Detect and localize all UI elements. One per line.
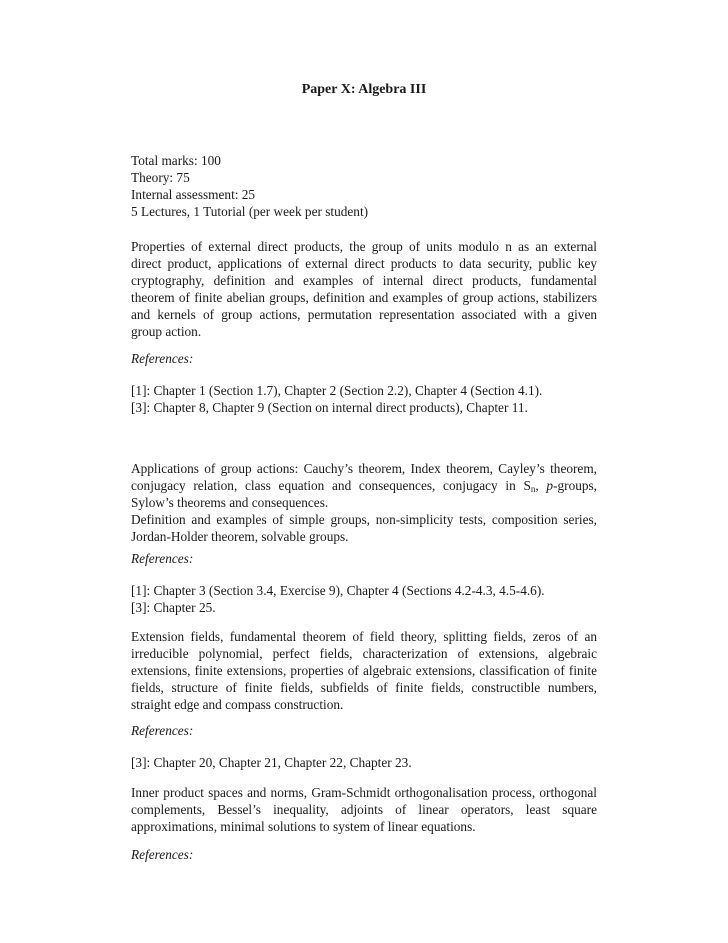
internal-assessment: Internal assessment: 25 <box>131 187 256 202</box>
total-marks: Total marks: 100 <box>131 153 221 168</box>
text-line: direct product, applications of external direct products to data security, public key <box>131 256 597 271</box>
references-list <box>131 382 597 416</box>
reference-item: [3]: Chapter 20, Chapter 21, Chapter 22, Chapter 23. <box>131 755 412 770</box>
text-line: Definition and examples of simple groups, non-simplicity tests, composition series, <box>131 512 597 527</box>
text-line: theorem of finite abelian groups, definition and examples of group actions, stabilizers <box>131 290 597 305</box>
references-heading: References: <box>131 351 194 366</box>
section-2-paragraph <box>131 460 597 545</box>
references-list <box>131 754 597 771</box>
references-heading: References: <box>131 723 194 738</box>
theory-marks: Theory: 75 <box>131 170 190 185</box>
text-line: Properties of external direct products, the group of units modulo n as an external <box>131 239 597 254</box>
text-line: straight edge and compass construction. <box>131 697 344 712</box>
reference-item: [1]: Chapter 1 (Section 1.7), Chapter 2 (Section 2.2), Chapter 4 (Section 4.1). <box>131 383 543 398</box>
text-fragment: -groups, <box>553 478 598 493</box>
italic-p: p <box>546 478 554 493</box>
text-line: approximations, minimal solutions to system of linear equations. <box>131 819 476 834</box>
course-meta <box>131 152 597 220</box>
text-line: Applications of group actions: Cauchy’s theorem, Index theorem, Cayley’s theorem, <box>131 461 597 476</box>
text-line: Extension fields, fundamental theorem of field theory, splitting fields, zeros of an <box>131 629 597 644</box>
section-4 <box>131 784 597 835</box>
reference-item: [1]: Chapter 3 (Section 3.4, Exercise 9), Chapter 4 (Sections 4.2-4.3, 4.5-4.6). <box>131 583 545 598</box>
page-title: Paper X: Algebra III <box>301 82 427 97</box>
references-list <box>131 582 597 616</box>
section-3-paragraph <box>131 628 597 713</box>
subscript-n: n <box>530 484 536 494</box>
text-line: cryptography, definition and examples of internal direct products, fundamental <box>131 273 597 288</box>
text-line: Sylow’s theorems and consequences. <box>131 495 329 510</box>
text-fragment: , <box>535 478 539 493</box>
section-1 <box>131 238 597 340</box>
reference-item: [3]: Chapter 25. <box>131 600 216 615</box>
text-line: complements, Bessel’s inequality, adjoints of linear operators, least square <box>131 802 597 817</box>
lectures-info: 5 Lectures, 1 Tutorial (per week per student) <box>131 204 369 219</box>
text-fragment: conjugacy relation, class equation and consequences, conjugacy in S <box>131 478 531 493</box>
section-1-paragraph <box>131 238 597 340</box>
text-line <box>131 477 597 494</box>
text-line: Inner product spaces and norms, Gram-Schmidt orthogonalisation process, orthogonal <box>131 785 597 800</box>
section-3 <box>131 628 597 713</box>
references-heading: References: <box>131 847 194 862</box>
reference-item: [3]: Chapter 8, Chapter 9 (Section on internal direct products), Chapter 11. <box>131 400 528 415</box>
text-line: fields, structure of finite fields, subfields of finite fields, constructible numbers, <box>131 680 597 695</box>
text-line: extensions, finite extensions, properties of algebraic extensions, classification of finite <box>131 663 597 678</box>
section-4-paragraph <box>131 784 597 835</box>
text-line: irreducible polynomial, perfect fields, characterization of extensions, algebraic <box>131 646 597 661</box>
section-2 <box>131 460 597 545</box>
text-line: and kernels of group actions, permutation representation associated with a given <box>131 307 597 322</box>
text-line: group action. <box>131 324 202 339</box>
references-heading: References: <box>131 551 194 566</box>
text-line: Jordan-Holder theorem, solvable groups. <box>131 529 349 544</box>
